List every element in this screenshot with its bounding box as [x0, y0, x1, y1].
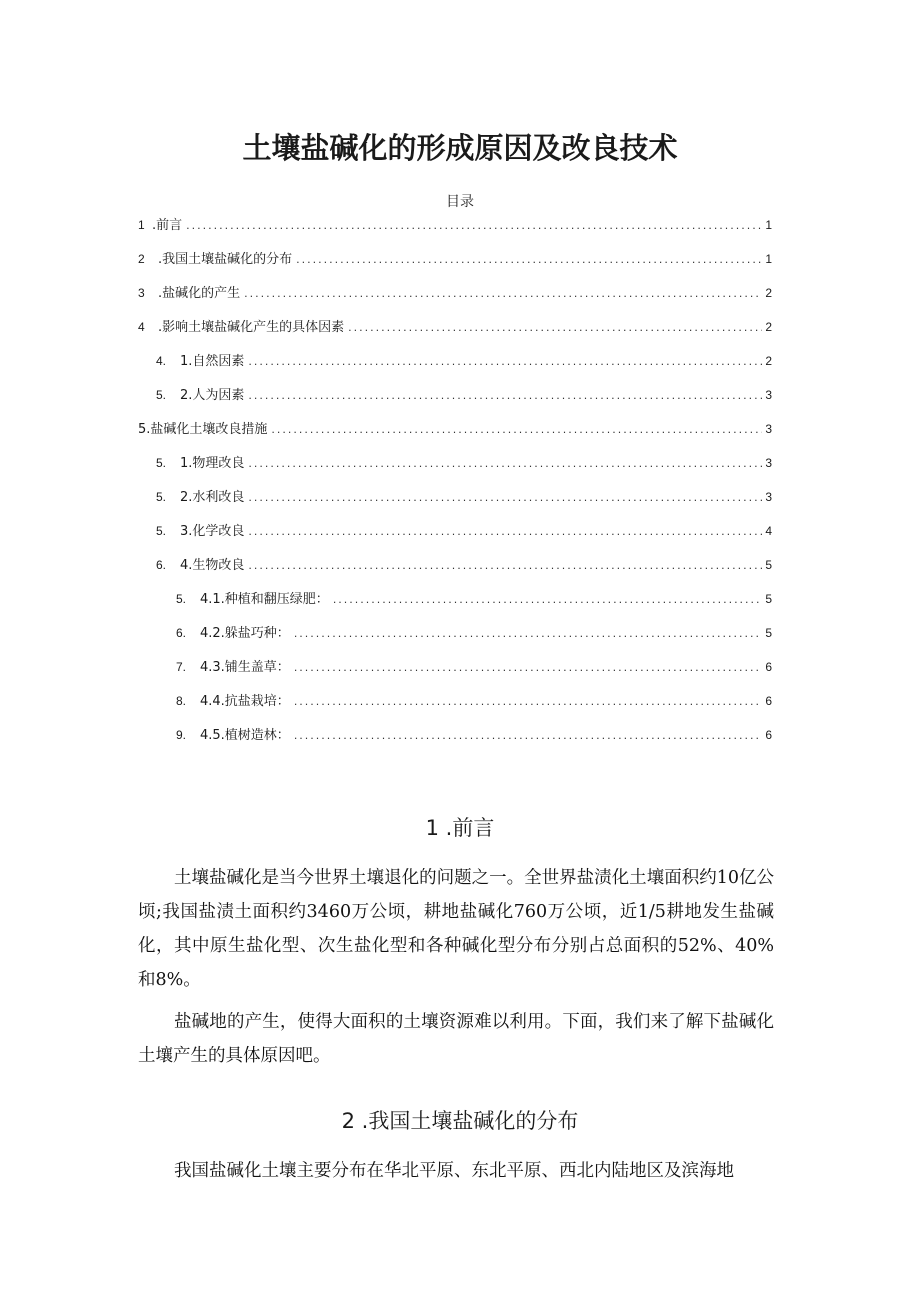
toc-entry[interactable]: [176, 656, 772, 678]
toc-leader-dots: [294, 691, 763, 713]
toc-leader-dots: [294, 657, 763, 679]
toc-entry[interactable]: [156, 452, 772, 474]
toc-entry-page: 5: [765, 626, 772, 640]
toc-entry-page: 6: [765, 694, 772, 708]
toc-entry-number: 5.: [156, 490, 167, 504]
document-title: 土壤盐碱化的形成原因及改良技术: [242, 131, 678, 165]
toc-entry-number: 5.: [176, 592, 187, 606]
toc-entry-page: 6: [765, 660, 772, 674]
preface-paragraph: 盐碱地的产生，使得大面积的土壤资源难以利用。下面，我们来了解下盐碱化土壤产生的具体原因吧。: [138, 1012, 774, 1066]
toc-entry-label: 3.化学改良: [180, 524, 245, 539]
toc-entry-label: 5.盐碱化土壤改良措施: [138, 422, 268, 437]
toc-entry-number: 6.: [176, 626, 187, 640]
toc-entry-page: 6: [765, 728, 772, 742]
toc-entry-page: 3: [765, 490, 772, 504]
toc-entry-number: 9.: [176, 728, 187, 742]
toc-entry-number: 1: [138, 218, 145, 232]
toc-leader-dots: [244, 283, 762, 305]
toc-leader-dots: [248, 555, 762, 577]
toc-entry-page: 5: [765, 558, 772, 572]
toc-entry[interactable]: [138, 418, 772, 440]
toc-entry-number: 7.: [176, 660, 187, 674]
toc-entry[interactable]: [176, 588, 772, 610]
toc-entry-number: 4.: [156, 354, 167, 368]
toc-heading: 目录: [446, 194, 474, 210]
toc-entry-page: 5: [765, 592, 772, 606]
toc-entry-label: 4.生物改良: [180, 558, 245, 573]
toc-entry-label: 4.4.抗盐栽培：: [200, 694, 290, 709]
toc-leader-dots: [348, 317, 762, 339]
toc-entry-number: 5.: [156, 456, 167, 470]
toc-entry-page: 3: [765, 456, 772, 470]
toc-entry[interactable]: [156, 554, 772, 576]
toc-entry-label: .前言: [152, 218, 183, 233]
toc-entry[interactable]: [176, 724, 772, 746]
toc-entry-page: 3: [765, 422, 772, 436]
toc-entry[interactable]: [156, 520, 772, 542]
toc-entry-number: 2: [138, 252, 145, 266]
toc-entry-label: .影响土壤盐碱化产生的具体因素: [158, 320, 345, 335]
toc-entry-number: 5.: [156, 388, 167, 402]
toc-entry-page: 2: [765, 354, 772, 368]
toc-leader-dots: [186, 215, 762, 237]
toc-entry-number: 6.: [156, 558, 167, 572]
toc-entry-page: 2: [765, 320, 772, 334]
toc-entry-number: 4: [138, 320, 145, 334]
toc-entry[interactable]: [156, 350, 772, 372]
toc-entry-label: 1.物理改良: [180, 456, 245, 471]
toc-entry[interactable]: [138, 248, 772, 270]
toc-entry[interactable]: [156, 384, 772, 406]
toc-leader-dots: [248, 385, 762, 407]
toc-entry-label: 4.1.种植和翻压绿肥：: [200, 592, 329, 607]
toc-entry-label: 2.水利改良: [180, 490, 245, 505]
toc-entry[interactable]: [138, 214, 772, 236]
toc-entry-page: 3: [765, 388, 772, 402]
section-heading-preface: 1 .前言: [425, 816, 495, 840]
toc-entry-number: 3: [138, 286, 145, 300]
toc-entry-label: 4.2.躲盐巧种：: [200, 626, 290, 641]
toc-entry[interactable]: [138, 282, 772, 304]
toc-leader-dots: [294, 725, 763, 747]
toc-leader-dots: [248, 453, 762, 475]
toc-entry-label: 1.自然因素: [180, 354, 245, 369]
toc-entry-page: 4: [765, 524, 772, 538]
toc-entry[interactable]: [138, 316, 772, 338]
toc-entry-number: 5.: [156, 524, 167, 538]
toc-entry[interactable]: [176, 690, 772, 712]
toc-leader-dots: [248, 351, 762, 373]
toc-leader-dots: [248, 521, 762, 543]
toc-leader-dots: [294, 623, 763, 645]
distribution-paragraph: 我国盐碱化土壤主要分布在华北平原、东北平原、西北内陆地区及滨海地: [174, 1161, 734, 1181]
toc-entry-page: 2: [765, 286, 772, 300]
toc-entry-label: .我国土壤盐碱化的分布: [158, 252, 293, 267]
toc-entry-label: 2.人为因素: [180, 388, 245, 403]
section-heading-distribution: 2 .我国土壤盐碱化的分布: [341, 1109, 579, 1133]
toc-entry-label: 4.5.植树造林：: [200, 728, 290, 743]
toc-leader-dots: [248, 487, 762, 509]
toc-entry-label: .盐碱化的产生: [158, 286, 241, 301]
toc-entry[interactable]: [156, 486, 772, 508]
toc-entry-label: 4.3.铺生盖草：: [200, 660, 290, 675]
toc-leader-dots: [296, 249, 762, 271]
toc-entry-page: 1: [765, 252, 772, 266]
toc-entry[interactable]: [176, 622, 772, 644]
toc-entry-number: 8.: [176, 694, 187, 708]
preface-paragraph: 土壤盐碱化是当今世界土壤退化的问题之一。全世界盐渍化土壤面积约10亿公顷;我国盐渍土面积约3460万公顷，耕地盐碱化760万公顷，近1/5耕地发生盐碱化，其中原生盐化型、次生盐化型和各种碱化型分布分别占总面积的52%、40%和8%。: [138, 868, 774, 990]
toc-leader-dots: [333, 589, 763, 611]
toc-entry-page: 1: [765, 218, 772, 232]
toc-leader-dots: [271, 419, 762, 441]
